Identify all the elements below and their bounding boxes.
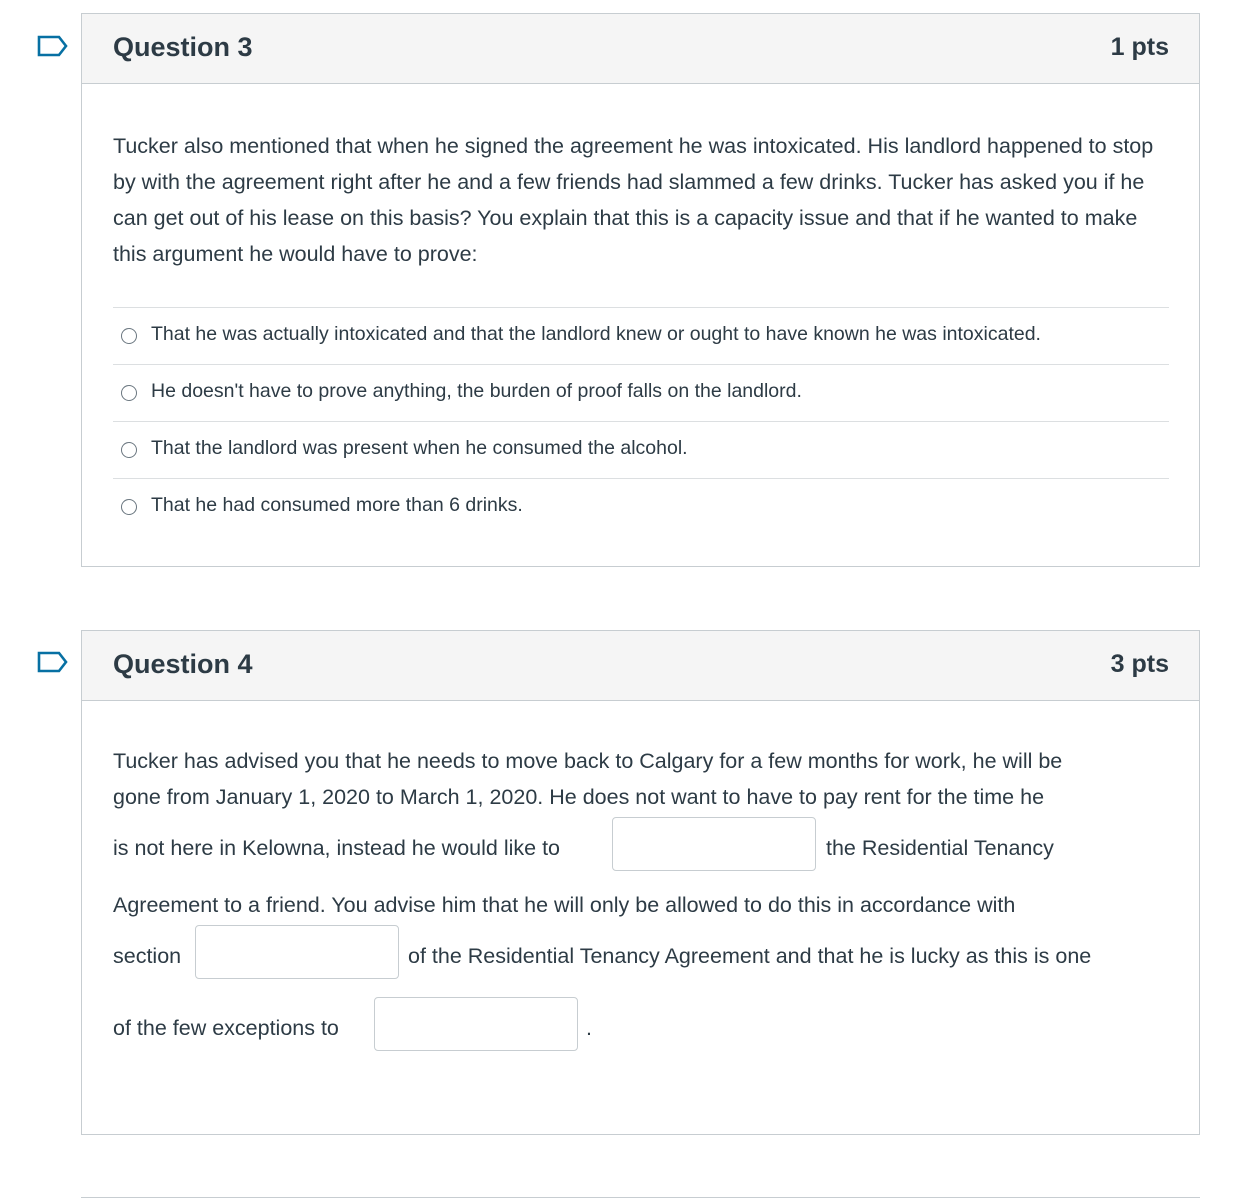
question-text-line: of the few exceptions to [113, 1016, 339, 1040]
question-text: Tucker also mentioned that when he signed the agreement he was intoxicated. His landlord happened to stop by with the agreement right after he and a few friends had slammed a few drinks. Tucker has asked you if he can get out of his lease on this basis? You explain that this is a capacity issue and that if he wanted to make this argument he would have to prove: [113, 134, 1154, 266]
radio-button[interactable] [121, 499, 137, 515]
question-text-line: gone from January 1, 2020 to March 1, 2020. He does not want to have to pay rent for the time he [113, 785, 1045, 809]
question-text-line: Tucker has advised you that he needs to move back to Calgary for a few months for work, he will be [113, 749, 1063, 773]
answer-option[interactable] [113, 308, 1169, 365]
question-text-line: the Residential Tenancy [826, 836, 1054, 860]
question-4 [81, 630, 1200, 1135]
question-points: 3 pts [1110, 650, 1169, 678]
next-question-border [81, 1197, 1200, 1198]
question-text-line: is not here in Kelowna, instead he would like to [113, 836, 560, 860]
question-text-line: of the Residential Tenancy Agreement and that he is lucky as this is one [408, 944, 1092, 968]
question-text-line: section [113, 944, 182, 968]
question-text-line: . [586, 1016, 592, 1040]
question-text-line: Agreement to a friend. You advise him that he will only be allowed to do this in accordance with [113, 893, 1016, 917]
answer-option[interactable] [113, 365, 1169, 422]
answer-label[interactable]: That the landlord was present when he consumed the alcohol. [151, 437, 688, 459]
flag-question-icon[interactable] [37, 35, 69, 57]
radio-button[interactable] [121, 442, 137, 458]
answer-label[interactable]: That he was actually intoxicated and that the landlord knew or ought to have known he was intoxicated. [151, 323, 1041, 345]
answer-option[interactable] [113, 422, 1169, 479]
radio-button[interactable] [121, 328, 137, 344]
question-title: Question 4 [113, 649, 253, 679]
answer-label[interactable]: He doesn't have to prove anything, the burden of proof falls on the landlord. [151, 380, 802, 402]
fill-in-blank-input[interactable] [612, 817, 816, 871]
question-header [82, 14, 1199, 84]
answer-list [113, 307, 1169, 535]
radio-button[interactable] [121, 385, 137, 401]
fill-in-blank-input[interactable] [374, 997, 578, 1051]
answer-label[interactable]: That he had consumed more than 6 drinks. [151, 494, 523, 516]
question-header [82, 631, 1199, 701]
flag-question-icon[interactable] [37, 651, 69, 673]
question-3 [81, 13, 1200, 567]
question-points: 1 pts [1110, 33, 1169, 61]
question-title: Question 3 [113, 32, 253, 62]
answer-option[interactable] [113, 479, 1169, 535]
fill-in-blank-input[interactable] [195, 925, 399, 979]
